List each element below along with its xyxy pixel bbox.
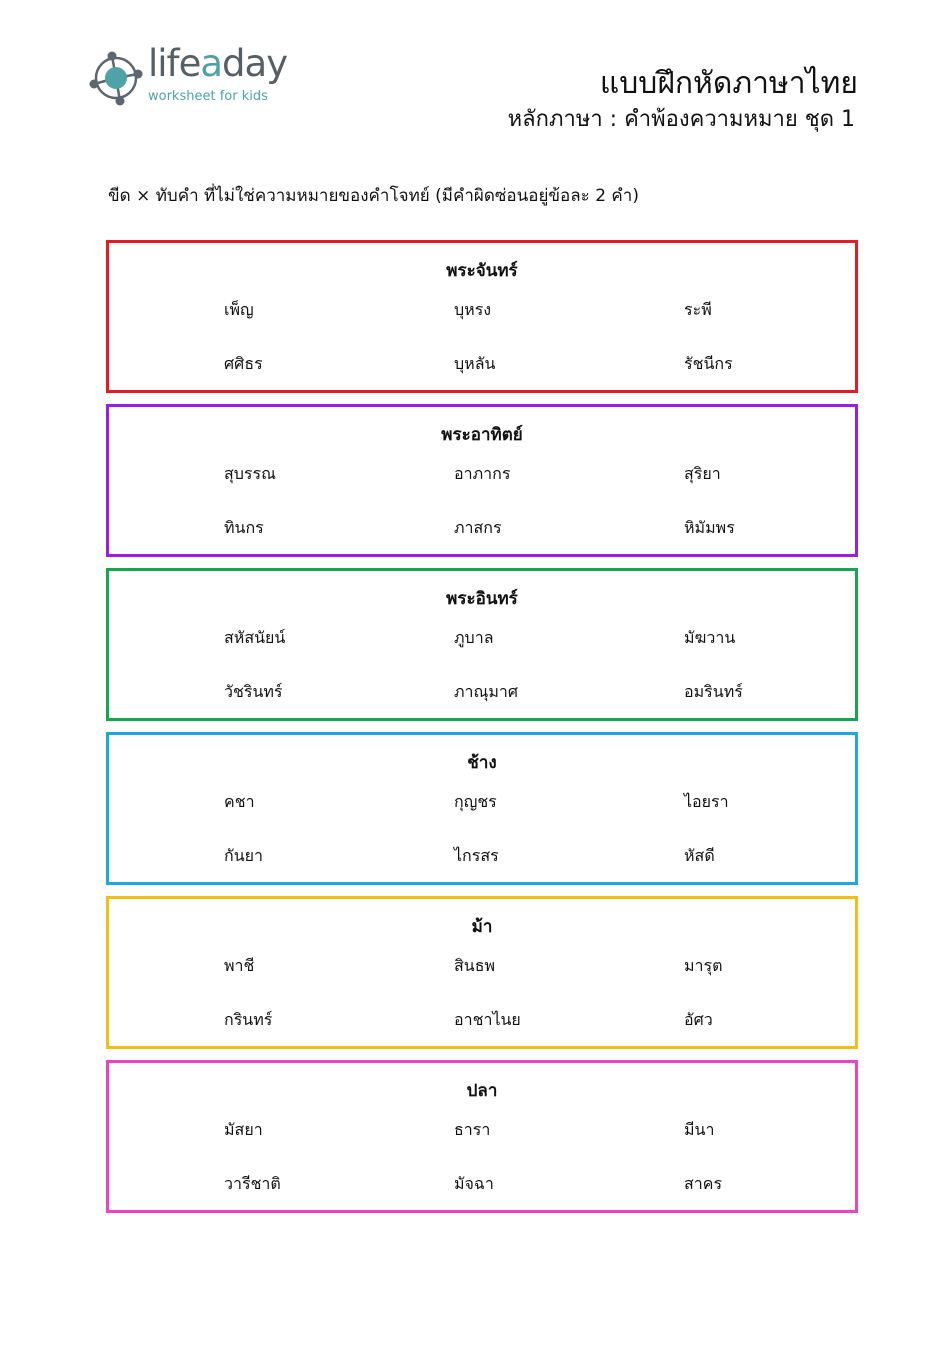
answer-option[interactable]: มีนา (684, 1120, 715, 1139)
answer-option[interactable]: หิมัมพร (684, 518, 735, 537)
answer-option[interactable]: บุหลัน (454, 354, 496, 373)
options-grid (224, 955, 824, 1031)
brand-tagline: worksheet for kids (148, 89, 268, 104)
brand-name-part: life (148, 42, 201, 85)
answer-option[interactable]: คชา (224, 792, 255, 811)
answer-option[interactable]: เพ็ญ (224, 300, 254, 319)
brand-logo (88, 42, 298, 110)
answer-option[interactable]: อัศว (684, 1010, 713, 1029)
answer-option[interactable]: มัจฉา (454, 1174, 494, 1193)
answer-option[interactable]: กรินทร์ (224, 1010, 273, 1029)
question-word: พระอินทร์ (446, 589, 518, 609)
answer-option[interactable]: สุริยา (684, 464, 721, 483)
options-grid (224, 463, 824, 539)
question-word: ม้า (471, 917, 493, 937)
question-word: ปลา (466, 1081, 498, 1101)
molecule-icon (88, 50, 144, 106)
answer-option[interactable]: กันยา (224, 846, 263, 865)
answer-option[interactable]: ไกรสร (454, 846, 499, 865)
answer-option[interactable]: มัสยา (224, 1120, 263, 1139)
answer-option[interactable]: ภูบาล (454, 628, 494, 647)
exercise-box (106, 896, 858, 1049)
answer-option[interactable]: วัชรินทร์ (224, 682, 283, 701)
instruction-text: ขีด × ทับคำ ที่ไม่ใช่ความหมายของคำโจทย์ (มีคำผิดซ่อนอยู่ข้อละ 2 คำ) (108, 186, 639, 206)
answer-option[interactable]: หัสดี (684, 846, 715, 865)
exercise-sections (106, 240, 858, 1224)
answer-option[interactable]: กุญชร (454, 792, 497, 811)
brand-name-accent: a (200, 42, 223, 85)
page-subtitle: หลักภาษา : คำพ้องความหมาย ชุด 1 (507, 107, 855, 132)
answer-option[interactable]: พาชี (224, 956, 255, 975)
options-grid (224, 791, 824, 867)
answer-option[interactable]: ระพี (684, 300, 712, 319)
page-title: แบบฝึกหัดภาษาไทย (599, 66, 858, 101)
answer-option[interactable]: ธารา (454, 1120, 491, 1139)
answer-option[interactable]: ศศิธร (224, 354, 263, 373)
answer-option[interactable]: อาภากร (454, 464, 511, 483)
answer-option[interactable]: สาคร (684, 1174, 723, 1193)
answer-option[interactable]: ภาสกร (454, 518, 502, 537)
question-word: ช้าง (467, 753, 497, 773)
answer-option[interactable]: ทินกร (224, 518, 264, 537)
answer-option[interactable]: สหัสนัยน์ (224, 628, 286, 647)
answer-option[interactable]: สินธพ (454, 956, 496, 975)
answer-option[interactable]: ไอยรา (684, 792, 729, 811)
exercise-box (106, 240, 858, 393)
exercise-box (106, 568, 858, 721)
brand-name (148, 42, 287, 85)
answer-option[interactable]: มารุต (684, 956, 723, 975)
exercise-box (106, 1060, 858, 1213)
question-word: พระอาทิตย์ (441, 425, 523, 445)
answer-option[interactable]: วารีชาติ (224, 1174, 281, 1193)
options-grid (224, 627, 824, 703)
question-word: พระจันทร์ (446, 261, 518, 281)
answer-option[interactable]: สุบรรณ (224, 464, 276, 483)
answer-option[interactable]: มัฆวาน (684, 628, 736, 647)
answer-option[interactable]: ภาณุมาศ (454, 682, 519, 701)
exercise-box (106, 732, 858, 885)
answer-option[interactable]: รัชนีกร (684, 354, 733, 373)
exercise-box (106, 404, 858, 557)
answer-option[interactable]: อาชาไนย (454, 1010, 521, 1029)
options-grid (224, 299, 824, 375)
brand-name-part: day (222, 42, 288, 85)
options-grid (224, 1119, 824, 1195)
answer-option[interactable]: บุหรง (454, 300, 492, 319)
answer-option[interactable]: อมรินทร์ (684, 682, 743, 701)
